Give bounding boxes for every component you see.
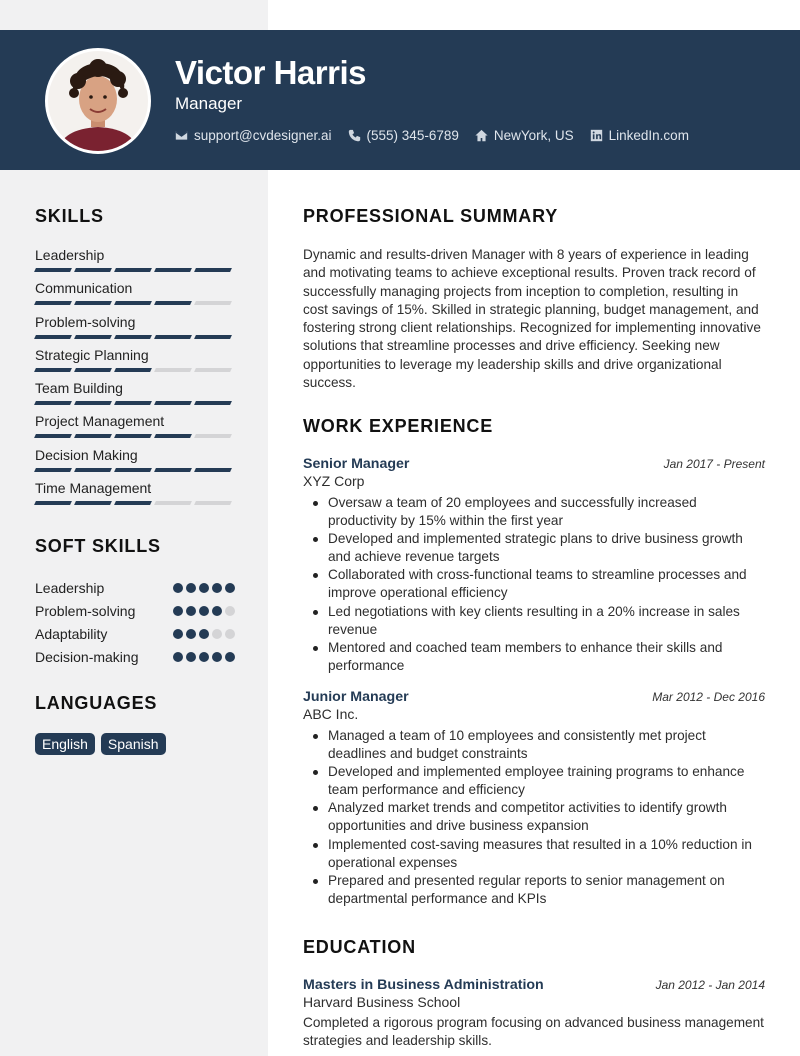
job-dates: Jan 2017 - Present	[663, 457, 765, 471]
skill-name: Time Management	[35, 480, 152, 497]
skill-item	[35, 379, 235, 412]
skill-level-segment	[34, 368, 72, 372]
candidate-role: Manager	[175, 94, 243, 113]
job-dates: Mar 2012 - Dec 2016	[652, 690, 765, 704]
rating-dot	[199, 629, 209, 639]
skill-level-segment	[34, 468, 72, 472]
rating-dot	[186, 629, 196, 639]
education-entry	[303, 977, 765, 1050]
rating-dot	[186, 583, 196, 593]
summary-heading: PROFESSIONAL SUMMARY	[303, 206, 559, 226]
soft-skill-name: Decision-making	[35, 648, 139, 665]
skill-name: Communication	[35, 280, 133, 297]
skill-item	[35, 446, 235, 479]
skills-list	[35, 246, 235, 512]
skill-level-segment	[74, 335, 112, 339]
language-tag: Spanish	[101, 733, 166, 755]
skill-level-segment	[114, 268, 152, 272]
skill-level-segment	[194, 468, 232, 472]
job-company: XYZ Corp	[303, 473, 365, 489]
languages-list	[35, 733, 166, 755]
skill-level-segment	[114, 301, 152, 305]
rating-dot	[225, 606, 235, 616]
skill-name: Strategic Planning	[35, 346, 149, 363]
skill-level-segment	[74, 434, 112, 438]
school-name: Harvard Business School	[303, 994, 461, 1010]
contact-location	[475, 128, 574, 143]
bullet-item: Developed and implemented strategic plans to drive business growth and achieve revenue targets	[328, 530, 765, 566]
soft-skill-item	[35, 645, 235, 668]
skill-level-segment	[74, 401, 112, 405]
skill-level-segment	[74, 268, 112, 272]
soft-skill-rating	[173, 583, 235, 593]
skill-level-segment	[154, 468, 192, 472]
skill-level-segment	[114, 335, 152, 339]
job-entry	[303, 456, 765, 675]
skill-level-segment	[194, 268, 232, 272]
skill-level-bar	[35, 335, 235, 339]
skill-level-segment	[154, 368, 192, 372]
skill-level-segment	[74, 468, 112, 472]
soft-skills-list	[35, 576, 235, 668]
resume-header	[0, 30, 800, 170]
skill-level-segment	[154, 301, 192, 305]
linkedin-icon	[590, 129, 603, 142]
bullet-item: Led negotiations with key clients resulting in a 20% increase in sales revenue	[328, 603, 765, 639]
skill-level-segment	[194, 368, 232, 372]
soft-skill-rating	[173, 652, 235, 662]
education-heading: EDUCATION	[303, 937, 416, 957]
rating-dot	[199, 606, 209, 616]
soft-skill-item	[35, 576, 235, 599]
rating-dot	[225, 583, 235, 593]
bullet-item: Mentored and coached team members to enhance their skills and performance	[328, 639, 765, 675]
phone-icon	[348, 129, 361, 142]
home-icon	[475, 129, 488, 142]
skill-level-segment	[34, 501, 72, 505]
bullet-item: Developed and implemented employee training programs to enhance team performance and efficiency	[328, 763, 765, 799]
skill-level-segment	[34, 434, 72, 438]
rating-dot	[212, 606, 222, 616]
bullet-item: Oversaw a team of 20 employees and successfully increased productivity by 15% within the first year	[328, 494, 765, 530]
bullet-item: Implemented cost-saving measures that resulted in a 10% reduction in operational expenses	[328, 836, 765, 872]
skill-name: Leadership	[35, 247, 105, 263]
languages-heading: LANGUAGES	[35, 693, 158, 713]
soft-skill-item	[35, 622, 235, 645]
avatar	[45, 48, 151, 154]
contact-email[interactable]	[175, 128, 332, 143]
skill-level-bar	[35, 268, 235, 272]
job-bullets	[303, 494, 765, 675]
summary-text: Dynamic and results-driven Manager with 8 years of experience in leading and motivating teams to achieve exceptional results. Proven track record of successfully managing projects from inception to completion, resulting in cost savings of 15%. Skilled in strategic planning, budget management, and fostering strong client relationships. Recognized for implementing innovative solutions that streamline processes and drive efficiency. Seeking new opportunities to leverage my leadership skills and drive organizational success.	[303, 247, 761, 391]
skill-level-bar	[35, 301, 235, 305]
skill-item	[35, 279, 235, 312]
skill-level-segment	[34, 268, 72, 272]
skill-level-segment	[74, 368, 112, 372]
experience-heading: WORK EXPERIENCE	[303, 416, 494, 436]
skill-level-segment	[154, 268, 192, 272]
rating-dot	[212, 652, 222, 662]
skill-name: Problem-solving	[35, 313, 136, 330]
skill-level-segment	[154, 434, 192, 438]
skill-item	[35, 412, 235, 445]
rating-dot	[173, 629, 183, 639]
bullet-item: Prepared and presented regular reports to senior management on departmental performance and KPIs	[328, 872, 765, 908]
skill-level-segment	[114, 401, 152, 405]
skill-level-segment	[74, 301, 112, 305]
skill-level-bar	[35, 368, 235, 372]
soft-skill-rating	[173, 606, 235, 616]
job-entry	[303, 689, 765, 908]
skill-level-segment	[154, 501, 192, 505]
linkedin-text: LinkedIn.com	[608, 128, 689, 143]
skill-item	[35, 246, 235, 279]
bullet-item: Managed a team of 10 employees and consistently met project deadlines and budget constraints	[328, 727, 765, 763]
rating-dot	[225, 652, 235, 662]
job-title: Senior Manager	[303, 456, 410, 472]
skill-name: Project Management	[35, 413, 165, 430]
phone-text: (555) 345-6789	[366, 128, 459, 143]
soft-skill-name: Adaptability	[35, 625, 108, 642]
rating-dot	[212, 629, 222, 639]
skill-level-segment	[194, 434, 232, 438]
education-dates: Jan 2012 - Jan 2014	[655, 978, 765, 992]
rating-dot	[199, 652, 209, 662]
rating-dot	[212, 583, 222, 593]
job-bullets	[303, 727, 765, 908]
profile-photo	[48, 51, 148, 151]
language-tag: English	[35, 733, 95, 755]
rating-dot	[173, 583, 183, 593]
location-text: NewYork, US	[493, 128, 574, 143]
soft-skill-name: Problem-solving	[35, 602, 136, 619]
rating-dot	[186, 652, 196, 662]
rating-dot	[199, 583, 209, 593]
skill-level-segment	[194, 301, 232, 305]
bullet-item: Collaborated with cross-functional teams to streamline processes and improve operational efficiency	[328, 566, 765, 602]
bullet-item: Analyzed market trends and competitor activities to identify growth opportunities and drive business expansion	[328, 799, 765, 835]
skill-name: Decision Making	[35, 446, 138, 463]
skill-item	[35, 313, 235, 346]
skill-level-bar	[35, 401, 235, 405]
rating-dot	[173, 606, 183, 616]
skill-level-bar	[35, 468, 235, 472]
email-text: support@cvdesigner.ai	[194, 128, 332, 143]
skill-item	[35, 346, 235, 379]
skill-level-bar	[35, 501, 235, 505]
skill-level-segment	[114, 368, 152, 372]
soft-skill-item	[35, 599, 235, 622]
contact-linkedin[interactable]	[590, 128, 689, 143]
rating-dot	[173, 652, 183, 662]
skill-level-segment	[34, 301, 72, 305]
contact-list	[175, 128, 689, 143]
skill-level-segment	[74, 501, 112, 505]
rating-dot	[225, 629, 235, 639]
envelope-icon	[175, 129, 188, 142]
job-company: ABC Inc.	[303, 706, 359, 722]
skill-level-segment	[154, 401, 192, 405]
rating-dot	[186, 606, 196, 616]
skill-name: Team Building	[35, 380, 123, 397]
skill-level-segment	[194, 501, 232, 505]
contact-phone[interactable]	[348, 128, 459, 143]
skill-level-segment	[194, 335, 232, 339]
skill-level-bar	[35, 434, 235, 438]
soft-skills-heading: SOFT SKILLS	[35, 536, 161, 556]
education-description: Completed a rigorous program focusing on advanced business management strategies and leadership skills.	[303, 1015, 764, 1049]
skill-level-segment	[34, 335, 72, 339]
skill-item	[35, 479, 235, 512]
job-title: Junior Manager	[303, 689, 409, 705]
skill-level-segment	[34, 401, 72, 405]
degree-title: Masters in Business Administration	[303, 977, 544, 993]
skill-level-segment	[194, 401, 232, 405]
skill-level-segment	[154, 335, 192, 339]
soft-skill-rating	[173, 629, 235, 639]
soft-skill-name: Leadership	[35, 579, 105, 596]
skills-heading: SKILLS	[35, 206, 104, 226]
skill-level-segment	[114, 501, 152, 505]
skill-level-segment	[114, 434, 152, 438]
candidate-name: Victor Harris	[175, 54, 366, 91]
skill-level-segment	[114, 468, 152, 472]
